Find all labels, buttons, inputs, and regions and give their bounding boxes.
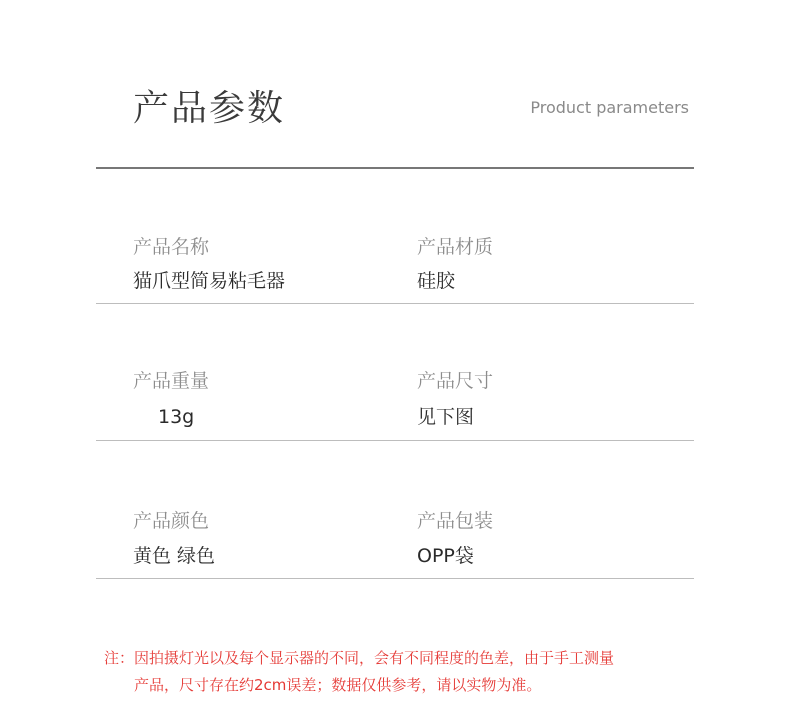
header-divider (96, 167, 694, 169)
row-divider (96, 303, 694, 304)
page-subtitle: Product parameters (530, 98, 689, 117)
param-value-size: 见下图 (417, 406, 475, 428)
disclaimer-note-line1: 注：因拍摄灯光以及每个显示器的不同，会有不同程度的色差，由于手工测量 (104, 649, 615, 667)
param-value-packaging: OPP袋 (417, 545, 474, 567)
page-title: 产品参数 (133, 88, 286, 129)
param-value-color: 黄色 绿色 (133, 545, 216, 567)
param-label-weight: 产品重量 (133, 370, 210, 392)
param-label-packaging: 产品包装 (417, 510, 494, 532)
param-label-color: 产品颜色 (133, 510, 210, 532)
param-value-material: 硅胶 (417, 270, 456, 292)
param-value-name: 猫爪型简易粘毛器 (133, 270, 286, 292)
row-divider (96, 440, 694, 441)
param-label-material: 产品材质 (417, 236, 494, 258)
param-label-size: 产品尺寸 (417, 370, 494, 392)
param-value-weight: 13g (158, 406, 195, 428)
disclaimer-note-line2: 产品，尺寸存在约2cm误差；数据仅供参考，请以实物为准。 (134, 676, 542, 694)
row-divider (96, 578, 694, 579)
param-label-name: 产品名称 (133, 236, 210, 258)
